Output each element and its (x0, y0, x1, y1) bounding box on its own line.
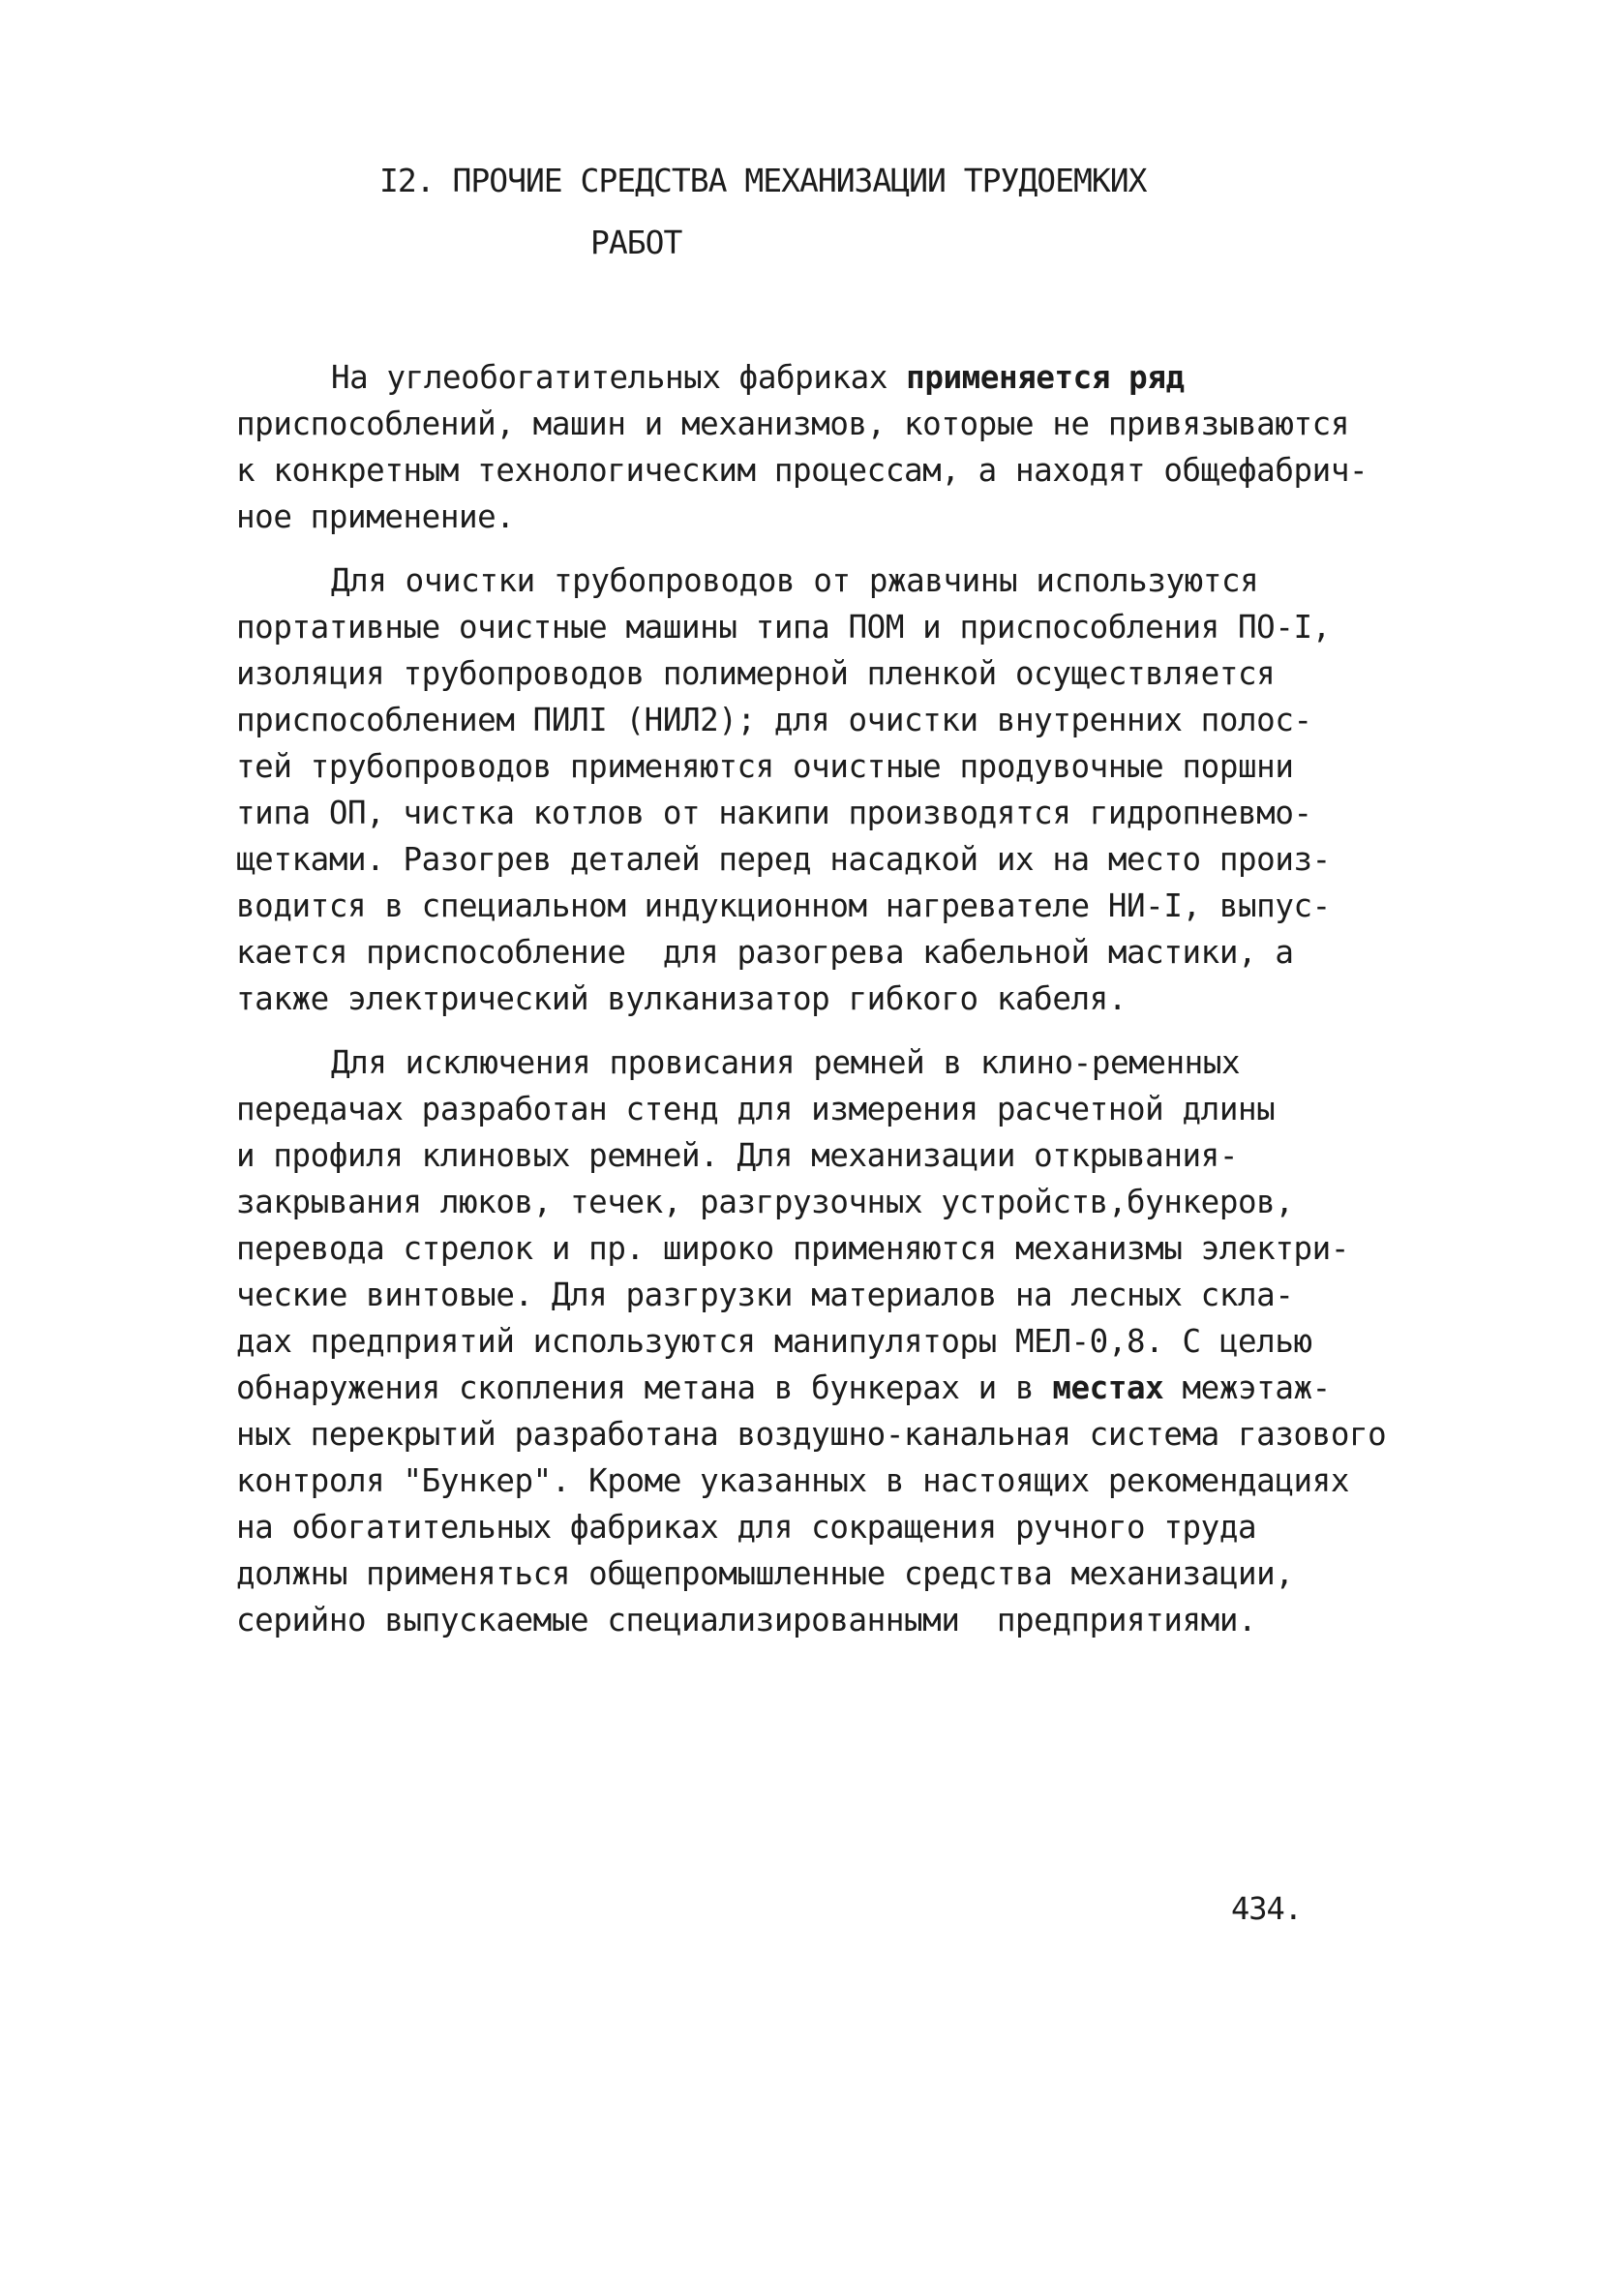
page-number: 434. (1231, 1890, 1303, 1927)
text-line: серийно выпускаемые специализированными предприятиями. (236, 1602, 1257, 1639)
text-line: Для исключения провисания ремней в клино-ременных (331, 1044, 1241, 1081)
paragraph-1 (236, 354, 1494, 540)
text-line: должны применяться общепромышленные средства механизации, (236, 1555, 1294, 1592)
section-heading (0, 150, 1624, 274)
text-line: ное применение. (236, 498, 515, 535)
text-line: контроля "Бункер". Кроме указанных в настоящих рекомендациях (236, 1462, 1349, 1499)
bold-text-segment: местах (1052, 1369, 1164, 1406)
text-line: закрывания люков, течек, разгрузочных устройств,бункеров, (236, 1184, 1294, 1220)
text-line: кается приспособление для разогрева кабельной мастики, а (236, 934, 1294, 971)
text-line: щетками. Разогрев деталей перед насадкой их на место произ- (236, 841, 1331, 878)
text-segment: обнаружения скопления метана в бункерах и в (236, 1369, 1053, 1406)
paragraph-2 (236, 557, 1494, 1022)
text-line: ных перекрытий разработана воздушно-канальная система газового (236, 1416, 1387, 1453)
body-text (236, 354, 1494, 1661)
text-line: портативные очистные машины типа ПОМ и приспособления ПО-I, (236, 609, 1331, 646)
text-line: на обогатительных фабриках для сокращения ручного труда (236, 1509, 1257, 1546)
text-line: к конкретным технологическим процессам, а находят общефабрич- (236, 452, 1368, 489)
heading-line-1: I2. ПРОЧИЕ СРЕДСТВА МЕХАНИЗАЦИИ ТРУДОЕМКИХ (379, 162, 1147, 199)
text-line: и профиля клиновых ремней. Для механизации открывания- (236, 1137, 1238, 1174)
text-line: приспособлений, машин и механизмов, которые не привязываются (236, 406, 1349, 442)
text-line: изоляция трубопроводов полимерной пленкой осуществляется (236, 655, 1276, 692)
text-line: ческие винтовые. Для разгрузки материалов на лесных скла- (236, 1277, 1294, 1313)
heading-line-2: РАБОТ (590, 224, 682, 261)
text-segment: На углеобогатительных фабриках (331, 359, 907, 396)
text-line: перевода стрелок и пр. широко применяются механизмы электри- (236, 1230, 1349, 1267)
text-line: типа ОП, чистка котлов от накипи производятся гидропневмо- (236, 795, 1312, 831)
paragraph-3 (236, 1039, 1494, 1643)
text-line (236, 1365, 1494, 1411)
text-line: водится в специальном индукционном нагревателе НИ-I, выпус- (236, 887, 1331, 924)
text-line: передачах разработан стенд для измерения расчетной длины (236, 1091, 1276, 1127)
text-line: приспособлением ПИЛI (НИЛ2); для очистки внутренних полос- (236, 702, 1312, 738)
text-line: тей трубопроводов применяются очистные продувочные поршни (236, 748, 1294, 785)
text-line: также электрический вулканизатор гибкого кабеля. (236, 980, 1127, 1017)
text-line: дах предприятий используются манипуляторы МЕЛ-0,8. С целью (236, 1323, 1312, 1360)
text-segment: межэтаж- (1163, 1369, 1331, 1406)
text-line: Для очистки трубопроводов от ржавчины используются (331, 562, 1259, 599)
text-line (236, 354, 1494, 401)
bold-text-segment: применяется ряд (906, 359, 1185, 396)
